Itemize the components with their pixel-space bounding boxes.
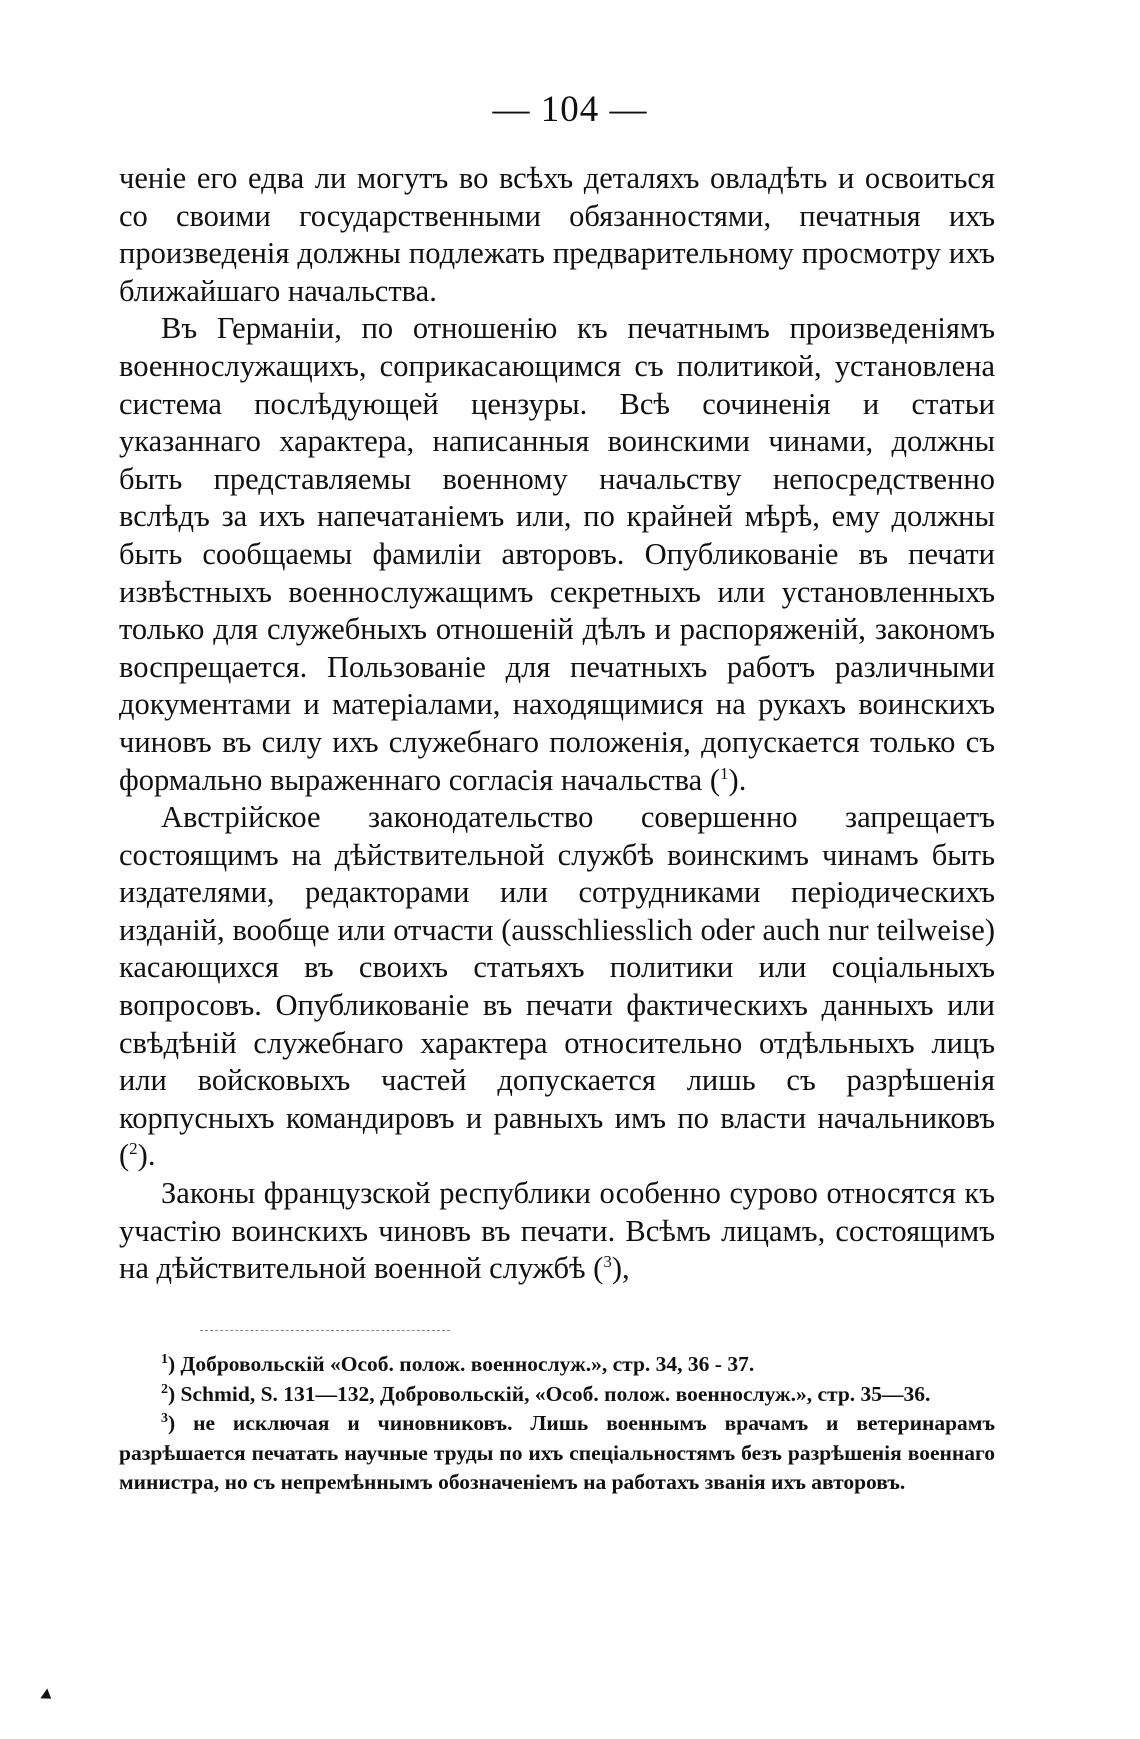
scan-corner-mark-icon: [40, 1689, 54, 1704]
footnote-mark: 2: [161, 1381, 168, 1397]
paragraph-tail: .: [147, 1138, 156, 1173]
paragraph-germany: Въ Германіи, по отношенію къ печатнымъ произведеніямъ военнослужащихъ, соприкасающимся съ политикой, установлена система послѣдующей цензуры. Всѣ сочиненія и статьи указаннаго характера, написанныя воинскими чинами, должны быть представляемы военному начальству непосредственно вслѣдъ за ихъ напечатаніемъ или, по крайней мѣрѣ, ему должны быть сообщаемы фамиліи авторовъ. Опубликованіе въ печати извѣстныхъ военнослужащимъ секретныхъ или установленныхъ только для служебныхъ отношеній дѣлъ и распоряженій, закономъ воспрещается. Пользованіе для печатныхъ работъ различными документами и матеріалами, находящимися на рукахъ воинскихъ чиновъ въ силу ихъ служебнаго положенія, допускается только съ формально выраженнаго согласія начальства ($^1$).: [119, 311, 995, 797]
paragraph-continued: [119, 160, 995, 310]
page-number: — 104 —: [492, 89, 648, 130]
footnotes: [119, 1350, 995, 1498]
main-text: [119, 160, 995, 1288]
paragraph-tail: ,: [622, 1251, 630, 1286]
footnote-mark: 3: [161, 1410, 168, 1426]
footnote-reference: 3: [603, 1252, 612, 1272]
footnote: $^2$) Schmid, S. 131—132, Добровольскій, «Особ. полож. военнослуж.», стр. 35—36.: [161, 1381, 931, 1406]
paragraph-text: ченіе его едва ли могутъ во всѣхъ деталяхъ овладѣть и освоиться со своими государственными обязанностями, печатныя ихъ произведенія должны подлежать предварительному просмотру ихъ ближайшаго начальства.: [119, 161, 995, 308]
paragraph-france: Законы французской республики особенно сурово относятся къ участію воинскихъ чиновъ въ печати. Всѣмъ лицамъ, состоящимъ на дѣйствительной военной службѣ ($^3$),: [119, 1176, 995, 1286]
footnote: $^3$) не исключая и чиновниковъ. Лишь военнымъ врачамъ и ветеринарамъ разрѣшается печатать научные труды по ихъ спеціальностямъ безъ разрѣшенія военнаго министра, но съ непремѣннымъ обозначеніемъ на работахъ званія ихъ авторовъ.: [119, 1410, 995, 1494]
footnote-reference: 2: [129, 1139, 138, 1159]
footnote-mark: 1: [161, 1351, 168, 1367]
footnote-text: Добровольскій «Особ. полож. военнослуж.», стр. 34, 36 - 37.: [180, 1352, 755, 1376]
paragraph-austria: Австрійское законодательство совершенно запрещаетъ состоящимъ на дѣйствительной службѣ воинскимъ чинамъ быть издателями, редакторами или сотрудниками періодическихъ изданій, вообще или отчасти (ausschliesslich oder auch nur teilweise) касающихся въ своихъ статьяхъ политики или соціальныхъ вопросовъ. Опубликованіе въ печати фактическихъ данныхъ или свѣдѣній служебнаго характера относительно отдѣльныхъ лицъ или войсковыхъ частей допускается лишь съ разрѣшенія корпусныхъ командировъ и равныхъ имъ по власти начальниковъ ($^2$).: [119, 800, 995, 1173]
paragraph-tail: .: [738, 762, 747, 797]
paragraph-text: Законы французской республики особенно сурово относятся къ участію воинскихъ чиновъ въ печати. Всѣмъ лицамъ, состоящимъ на дѣйствительной военной службѣ: [119, 1176, 995, 1286]
footnote: $^1$) Добровольскій «Особ. полож. военнослуж.», стр. 34, 36 - 37.: [161, 1351, 755, 1376]
footnote-divider: [200, 1330, 450, 1331]
footnote-text: не исключая и чиновниковъ. Лишь военнымъ врачамъ и ветеринарамъ разрѣшается печатать научные труды по ихъ спеціальностямъ безъ разрѣшенія военнаго министра, но съ непремѣннымъ обозначеніемъ на работахъ званія ихъ авторовъ.: [119, 1411, 995, 1494]
paragraph-text: Австрійское законодательство совершенно запрещаетъ состоящимъ на дѣйствительной службѣ воинскимъ чинамъ быть издателями, редакторами или сотрудниками періодическихъ изданій, вообще или отчасти (ausschliesslich oder auch nur teilweise) касающихся въ своихъ статьяхъ политики или соціальныхъ вопросовъ. Опубликованіе въ печати фактическихъ данныхъ или свѣдѣній служебнаго характера относительно отдѣльныхъ лицъ или войсковыхъ частей допускается лишь съ разрѣшенія корпусныхъ командировъ и равныхъ имъ по власти начальниковъ: [119, 800, 995, 1135]
footnote-reference: 1: [720, 763, 729, 783]
paragraph-text: Въ Германіи, по отношенію къ печатнымъ произведеніямъ военнослужащихъ, соприкасающимся съ политикой, установлена система послѣдующей цензуры. Всѣ сочиненія и статьи указаннаго характера, написанныя воинскими чинами, должны быть представляемы военному начальству непосредственно вслѣдъ за ихъ напечатаніемъ или, по крайней мѣрѣ, ему должны быть сообщаемы фамиліи авторовъ. Опубликованіе въ печати извѣстныхъ военнослужащимъ секретныхъ или установленныхъ только для служебныхъ отношеній дѣлъ и распоряженій, закономъ воспрещается. Пользованіе для печатныхъ работъ различными документами и матеріалами, находящимися на рукахъ воинскихъ чиновъ въ силу ихъ служебнаго положенія, допускается только съ формально выраженнаго согласія начальства: [119, 311, 995, 797]
footnote-text: Schmid, S. 131—132, Добровольскій, «Особ. полож. военнослуж.», стр. 35—36.: [180, 1381, 931, 1406]
